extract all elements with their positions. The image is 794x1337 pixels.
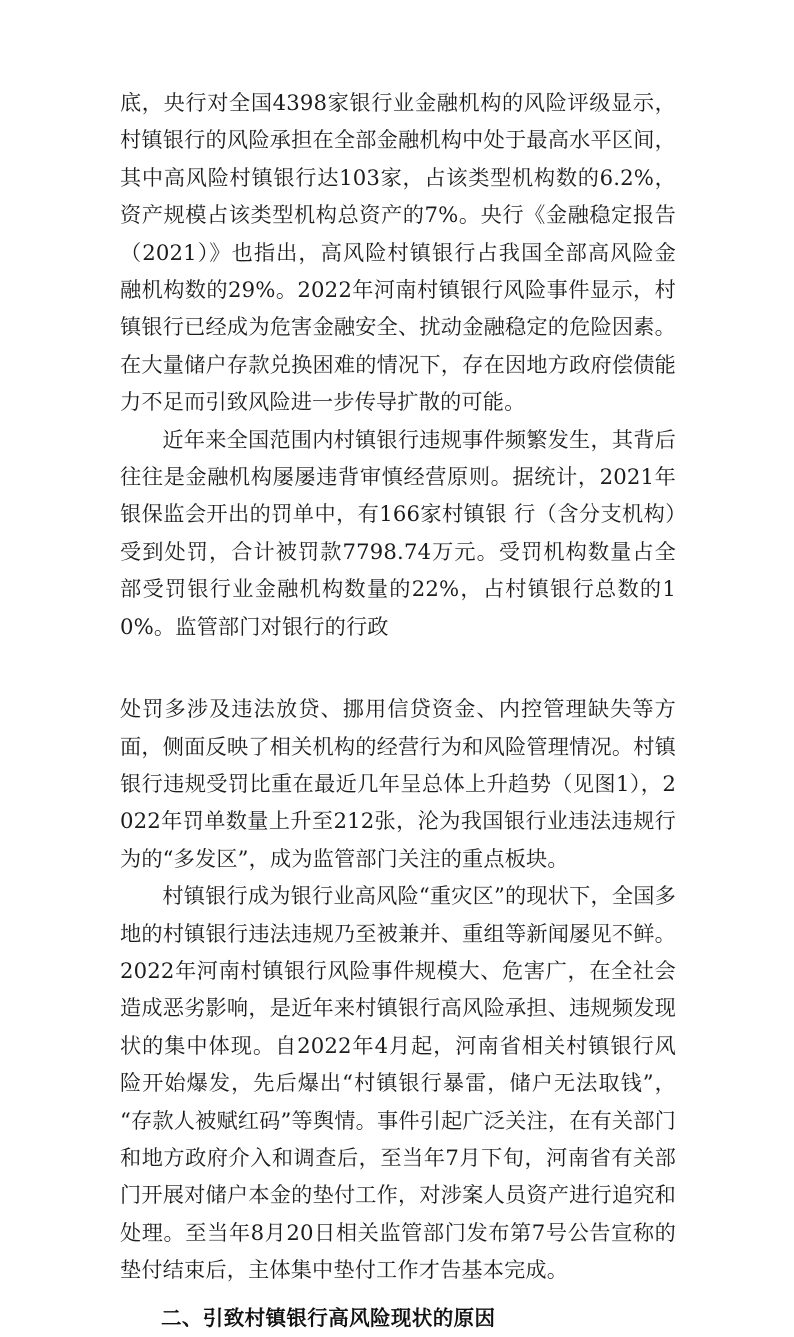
text-column [120,84,676,1337]
block-separator [120,645,676,690]
text-block-2 [120,690,676,1289]
paragraph: 底，央行对全国4398家银行业金融机构的风险评级显示，村镇银行的风险承担在全部金融机构中处于最高水平区间，其中高风险村镇银行达103家，占该类型机构数的6.2%，资产规模占该类型机构总资产的7%。央行《金融稳定报告（2021）》也指出，高风险村镇银行占我国全部高风险金融机构数的29%。2022年河南村镇银行风险事件显示，村镇银行已经成为危害金融安全、扰动金融稳定的危险因素。在大量储户存款兑换困难的情况下，存在因地方政府偿债能力不足而引致风险进一步传导扩散的可能。 [120,90,676,415]
paragraph: 村镇银行成为银行业高风险“重灾区”的现状下，全国多地的村镇银行违法违规乃至被兼并、重组等新闻屡见不鲜。2022年河南村镇银行风险事件规模大、危害广，在全社会造成恶劣影响，是近年来村镇银行高风险承担、违规频发现状的集中体现。自2022年4月起，河南省相关村镇银行风险开始爆发，先后爆出“村镇银行暴雷，储户无法取钱”，“存款人被赋红码”等舆情。事件引起广泛关注，在有关部门和地方政府介入和调查后，至当年7月下旬，河南省有关部门开展对储户本金的垫付工作，对涉案人员资产进行追究和处理。至当年8月20日相关监管部门发布第7号公告宣称的垫付结束后，主体集中垫付工作才告基本完成。 [120,883,676,1283]
section-heading: 二、引致村镇银行高风险现状的原因 [161,1305,496,1330]
paragraph: 处罚多涉及违法放贷、挪用信贷资金、内控管理缺失等方面，侧面反映了相关机构的经营行为和风险管理情况。村镇银行违规受罚比重在最近几年呈总体上升趋势（见图1），2022年罚单数量上升至212张，沦为我国银行业违法违规行为的“多发区”，成为监管部门关注的重点板块。 [120,696,676,871]
paragraph: 近年来全国范围内村镇银行违规事件频繁发生，其背后往往是金融机构屡屡违背审慎经营原则。据统计，2021年银保监会开出的罚单中，有166家村镇银 行（含分支机构）受到处罚，合计被罚款7798.74万元。受罚机构数量占全部受罚银行业金融机构数量的22%，占村镇银行总数的10%。监管部门对银行的行政 [120,426,676,639]
text-block-1 [120,84,676,645]
